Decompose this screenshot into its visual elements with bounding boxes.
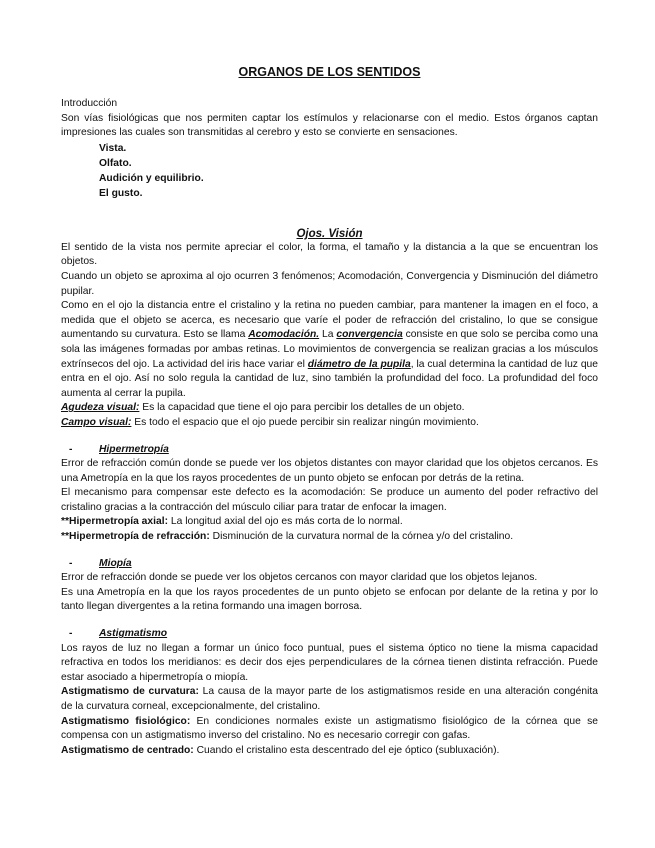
campo-visual — [61, 416, 598, 431]
vision-text: consiste en que solo se perciba como una sola las imágenes formadas por ambas retinas. Lo movimientos de convergencia se realizan gracias a los músculos extrínsecos del ojo. La actividad del iris hace variar el — [61, 329, 598, 370]
hipermetropia-refraccion — [61, 530, 598, 545]
refraccion-label: **Hipermetropía de refracción: — [61, 531, 210, 543]
vision-text: , la cual determina la cantidad de luz que entra en el ojo. Así no solo regula la cantidad de luz, sino también la profundidad del foco. La profundidad del foco aumenta al cerrar la pupila. — [61, 358, 598, 399]
vision-text: Como en el ojo la distancia entre el cristalino y la retina no pueden cambiar, para mantener la imagen en el foco, a medida que el objeto se acerca, es necesario que varíe el poder de refracción del cristalino, lo que se consigue aumentando su curvatura. Esto se llama — [61, 300, 598, 341]
fisiologico-label: Astigmatismo fisiológico: — [61, 715, 191, 727]
hipermetropia-title: Hipermetropía — [99, 443, 169, 455]
miopia-paragraph-2: Es una Ametropía en la que los rayos procedentes de un punto objeto se enfocan por delante de la retina y por lo tanto llegan divergentes a la retina formando una imagen borrosa. — [61, 586, 598, 613]
term-convergencia: convergencia — [336, 329, 403, 341]
spacer — [61, 431, 598, 443]
astigmatismo-paragraph-1: Los rayos de luz no llegan a formar un único foco puntual, pues el sistema óptico no tiene la misma capacidad refractiva en todos los meridianos: es decir dos ejes perpendiculares de la córnea tienen distinta refracción. Puede estar asociado a hipermetropía o miopía. — [61, 642, 598, 683]
vision-text: La — [319, 329, 337, 341]
astigmatismo-fisiologico — [61, 715, 598, 744]
miopia-paragraph-1: Error de refracción donde se puede ver los objetos cercanos con mayor claridad que los objetos lejanos. — [61, 572, 538, 584]
document-title: ORGANOS DE LOS SENTIDOS — [238, 65, 421, 79]
spacer — [61, 615, 598, 627]
intro-text: Son vías fisiológicas que nos permiten captar los estímulos y relacionarse con el medio. Estos órganos captan impresiones las cuales son transmitidas al cerebro y esto se convierte en sensaciones. — [61, 112, 598, 139]
agudeza-visual — [61, 401, 598, 416]
curvatura-text: La causa de la mayor parte de los astigmatismos reside en una alteración congénita de la curvatura corneal, excepcionalmente, del cristalino. — [61, 686, 598, 712]
spacer — [61, 201, 598, 227]
centrado-label: Astigmatismo de centrado: — [61, 744, 194, 756]
term-agudeza-visual: Agudeza visual: — [61, 402, 140, 414]
agudeza-text: Es la capacidad que tiene el ojo para percibir los detalles de un objeto. — [139, 402, 465, 414]
axial-label: **Hipermetropía axial: — [61, 516, 169, 528]
hipermetropia-paragraph-2: El mecanismo para compensar este defecto es la acomodación: Se produce un aumento del poder refractivo del cristalino gracias a la contracción del músculo ciliar para tratar de enfocar la imagen. — [61, 487, 598, 513]
term-diametro-pupila: diámetro de la pupila — [307, 358, 411, 370]
vision-paragraph-1: El sentido de la vista nos permite apreciar el color, la forma, el tamaño y la distancia a la que se encuentran los objetos. — [61, 241, 598, 268]
astigmatismo-curvatura — [61, 685, 598, 714]
hipermetropia-heading — [61, 443, 598, 458]
term-acomodacion: Acomodación. — [248, 329, 320, 341]
sense-item: Audición y equilibrio. — [99, 172, 204, 184]
term-campo-visual: Campo visual: — [61, 416, 132, 428]
fisiologico-text: En condiciones normales existe un astigmatismo fisiológico de la córnea que se compensa con un astigmatismo inverso del cristalino. No es necesario corregir con gafas. — [61, 715, 598, 742]
vision-paragraph-2: Cuando un objeto se aproxima al ojo ocurren 3 fenómenos; Acomodación, Convergencia y Disminución del diámetro pupilar. — [61, 270, 598, 297]
astigmatismo-centrado — [61, 744, 598, 759]
vision-heading: Ojos. Visión — [296, 227, 363, 240]
refraccion-text: Disminución de la curvatura normal de la córnea y/o del cristalino. — [209, 531, 514, 543]
campo-text: Es todo el espacio que el ojo puede percibir sin realizar ningún movimiento. — [131, 416, 479, 428]
sense-item: Vista. — [99, 142, 127, 154]
senses-list — [61, 141, 598, 201]
hipermetropia-axial — [61, 515, 598, 530]
spacer — [61, 545, 598, 557]
intro-heading: Introducción — [61, 98, 118, 109]
centrado-text: Cuando el cristalino esta descentrado del eje óptico (subluxación). — [193, 744, 500, 756]
astigmatismo-title: Astigmatismo — [99, 628, 168, 640]
axial-text: La longitud axial del ojo es más corta de lo normal. — [168, 516, 403, 528]
bullet-dash: - — [69, 557, 73, 569]
sense-item: El gusto. — [99, 187, 143, 199]
sense-item: Olfato. — [99, 157, 132, 169]
astigmatismo-heading — [61, 627, 598, 642]
hipermetropia-paragraph-1: Error de refracción común donde se puede ver los objetos distantes con mayor claridad que los objetos cercanos. Es una Ametropía en la que los rayos procedentes de un punto objeto se enfocan por detrás de la retina. — [61, 458, 598, 484]
curvatura-label: Astigmatismo de curvatura: — [61, 686, 199, 698]
miopia-heading — [61, 557, 598, 572]
bullet-dash: - — [69, 628, 73, 640]
miopia-title: Miopía — [99, 557, 132, 569]
bullet-dash: - — [69, 443, 73, 455]
vision-paragraph-3 — [61, 299, 598, 401]
